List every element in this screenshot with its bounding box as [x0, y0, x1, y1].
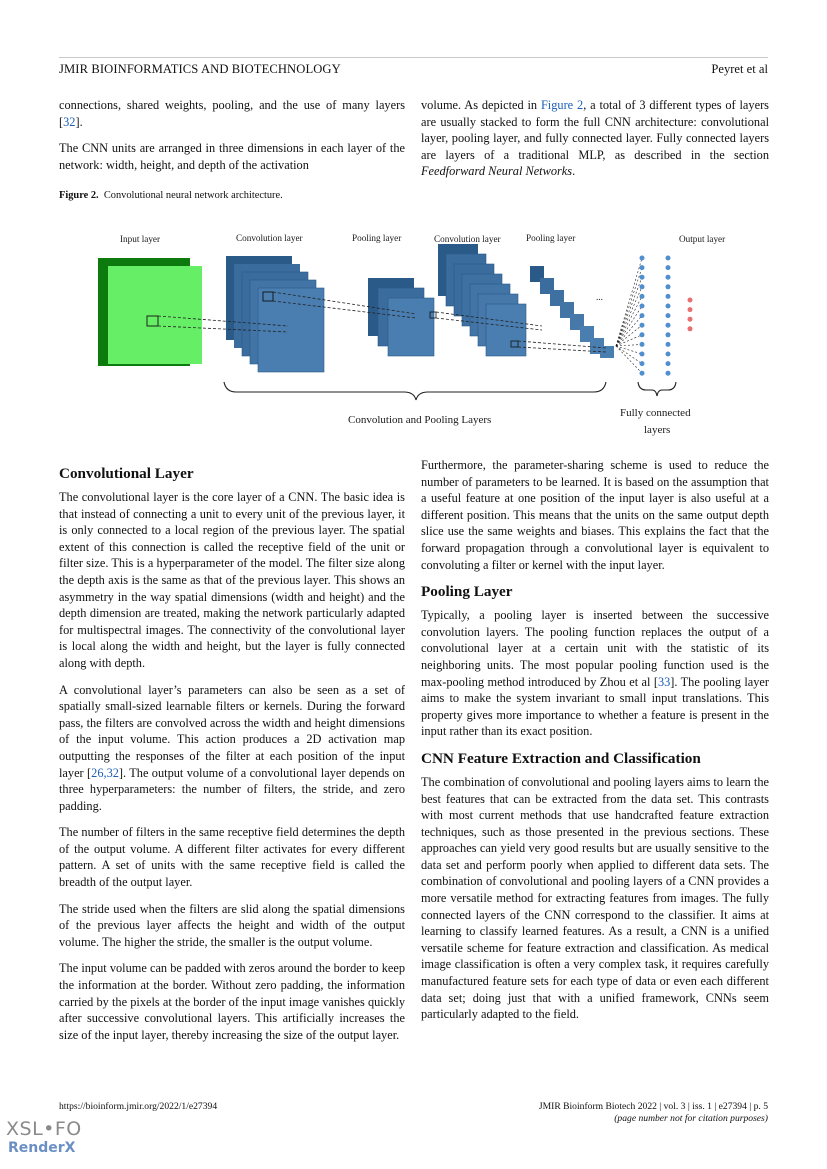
journal-title: JMIR BIOINFORMATICS AND BIOTECHNOLOGY [59, 62, 341, 76]
conv-layer-2-label: Convolution layer [434, 234, 501, 244]
header-rule [59, 57, 768, 58]
feature-map [600, 346, 614, 358]
paragraph: Typically, a pooling layer is inserted between the successive convolution layers. The pooling function replaces the output of a convolutional layer at a certain unit with the statistic of its neighboring units. The most popular pooling function used is the max-pooling method introduced by Zhou et al [33]. The pooling layer aims to make the system invariant to small input translations. This property gives more importance to whether a feature is present in the input rather than its exact position. [421, 608, 769, 739]
paragraph: The number of filters in the same receptive field determines the depth of the output volume. A different filter activates for every different pattern. A set of units with the same receptive field is called the breadth of the output layer. [59, 825, 405, 890]
citation-link[interactable]: 33 [657, 674, 671, 689]
feature-map [388, 298, 434, 356]
paragraph: The input volume can be padded with zeros around the border to keep the information at the border. Without zero padding, the information carried by the pixels at the border of the input image vanishes quickly after successive convolutional layers. This artificially increases the size of the input layer, thereby increasing the size of the output layer. [59, 961, 405, 1042]
conv-layer-1-stack [226, 256, 324, 372]
neuron-node [666, 342, 671, 347]
section-heading: Convolutional Layer [59, 465, 194, 482]
paragraph: The stride used when the filters are slid along the spatial dimensions of the previous layer affects the height and width of the output volume. The higher the stride, the smaller is the output volume. [59, 901, 405, 949]
header-authors: Peyret et al [711, 62, 768, 76]
paragraph: volume. As depicted in Figure 2, a total of 3 different types of layers are usually stacked to form the full CNN architecture: convolutional layer, pooling layer, and fully connected layer. Fully connected layers are layers of a traditional MLP, as described in the section Feedforward Neural Networks. [421, 98, 769, 179]
paragraph: The combination of convolutional and pooling layers aims to learn the best features that can be extracted from the data set. This contrasts with most current methods that use handcrafted feature extraction techniques, such as those presented in the previous sections. These approaches can yield very good results but are usually sensitive to the data set and perform poorly when applied to different data sets. The combination of convolutional and pooling layers of a CNN provides a more versatile method for extracting features from images. The fully connected layers of the CNN correspond to the classifier. It aims at learning to classify learned features. As a result, a CNN is a unified versatile scheme for feature extraction and classification. As medical image classification is often a very complex task, it requires carefully manufactured feature sets for each type of data or even each different data set; doing just that with a unified framework, CNNs seem particularly adapted to the field. [421, 774, 769, 1022]
conv-pool-brace [224, 382, 606, 400]
neuron-node [666, 313, 671, 318]
section-reference: Feedforward Neural Networks [421, 164, 573, 179]
conv-layer-1-label: Convolution layer [236, 233, 303, 243]
neuron-node [666, 352, 671, 357]
neuron-node [640, 294, 645, 299]
neuron-node [666, 275, 671, 280]
cnn-architecture-figure [86, 222, 746, 442]
column-left-bottom [59, 465, 405, 1053]
neuron-node [640, 371, 645, 376]
neuron-node [640, 313, 645, 318]
footer-citation [539, 1101, 768, 1125]
fc-line [616, 335, 642, 346]
neuron-node [640, 342, 645, 347]
neuron-node [640, 361, 645, 366]
neuron-node [640, 275, 645, 280]
pool-layer-1-label: Pooling layer [352, 233, 402, 243]
article-url[interactable]: https://bioinform.jmir.org/2022/1/e27394 [59, 1101, 218, 1112]
neuron-node [640, 332, 645, 337]
fc-line [616, 258, 642, 346]
watermark-line1: XSL•FO [6, 1118, 82, 1140]
citation-link[interactable]: 26,32 [91, 765, 119, 780]
fc-line [616, 325, 642, 346]
neuron-node [640, 256, 645, 261]
fc-fan-lines [616, 258, 642, 373]
input-layer-label: Input layer [120, 234, 161, 244]
neuron-node [666, 332, 671, 337]
neuron-node [666, 256, 671, 261]
fc-line [616, 268, 642, 346]
section-heading: CNN Feature Extraction and Classification [421, 749, 701, 767]
neuron-node [688, 307, 693, 312]
pool-layer-2-label: Pooling layer [526, 233, 576, 243]
neuron-node [640, 323, 645, 328]
citation-note: (page number not for citation purposes) [614, 1113, 768, 1124]
citation-link[interactable]: 32 [63, 114, 76, 129]
citation-line: JMIR Bioinform Biotech 2022 | vol. 3 | iss. 1 | e27394 | p. 5 [538, 1101, 768, 1112]
neuron-node [640, 284, 645, 289]
neuron-node [688, 326, 693, 331]
neuron-node [688, 317, 693, 322]
neuron-node [666, 323, 671, 328]
neuron-node [666, 265, 671, 270]
figure-caption: Figure 2. Convolutional neural network architecture. [59, 190, 283, 201]
neuron-node [666, 284, 671, 289]
column-right-bottom [421, 457, 769, 1033]
fc-line [616, 316, 642, 346]
fc-label-line2: layers [644, 424, 671, 436]
column-right-top [421, 97, 769, 190]
conv-layer-2-stack [438, 244, 526, 356]
neuron-node [666, 294, 671, 299]
conv-pool-label: Convolution and Pooling Layers [348, 414, 492, 426]
neuron-node [666, 371, 671, 376]
feature-map [486, 304, 526, 356]
figure-link[interactable]: Figure 2 [540, 98, 584, 112]
fc-line [616, 287, 642, 346]
section-heading: Pooling Layer [421, 583, 513, 601]
pool-layer-2-stack [530, 266, 614, 358]
cnn-diagram [86, 222, 746, 442]
output-layer-label: Output layer [679, 234, 726, 244]
fc-brace [638, 382, 676, 396]
paragraph: A convolutional layer’s parameters can also be seen as a set of spatially small-sized learnable filters or kernels. During the forward pass, the filters are convolved across the width and height dimensions of the input volume. This action produces a 2D activation map outputting the responses of the filter at each position of the input layer [26,32]. The output volume of a convolutional layer depends on three hyperparameters: the number of filters, the stride, and zero padding. [59, 682, 405, 813]
paragraph: The convolutional layer is the core layer of a CNN. The basic idea is that instead of connecting a unit to every unit of the previous layer, it is only connected to a local region of the previous layer. The spatial extent of this connection is called the receptive field of the unit or filter size. This is a hyperparameter of the model. The filter size along the depth axis is the same as that of the previous layer. This shows an asymmetry in the way spatial dimensions (width and height) and the depth dimension are treated, making the network particularly adapted for multispectral images. The connectivity of the convolutional layer is local along the width and height, but the layer is fully connected along with depth. [59, 490, 405, 670]
neuron-node [666, 361, 671, 366]
watermark-line2: RenderX [8, 1140, 76, 1156]
column-left-top [59, 97, 405, 183]
neuron-node [640, 352, 645, 357]
neuron-node [640, 265, 645, 270]
fc-line [616, 296, 642, 346]
ellipsis: ... [596, 292, 603, 302]
neuron-node [666, 304, 671, 309]
neuron-node [640, 304, 645, 309]
neuron-node [688, 298, 693, 303]
output-nodes [688, 298, 693, 332]
fc-label-line1: Fully connected [620, 407, 691, 419]
fc-line [616, 346, 642, 364]
fc-column-2 [666, 256, 671, 376]
xslfo-watermark [6, 1118, 82, 1156]
paragraph: Furthermore, the parameter-sharing scheme is used to reduce the number of parameters to be learned. It is based on the assumption that a useful feature at one position of the input layer is also useful at a different position. This means that the units on the same output depth slice use the same weights and biases. This explains the fact that the forward propagation through a convolutional layer is equivalent to convoluting a filter or kernel with the input layer. [421, 458, 769, 572]
input-layer-front [108, 266, 202, 364]
paragraph: The CNN units are arranged in three dimensions in each layer of the network: width, height, and depth of the activation [59, 141, 405, 172]
paragraph: connections, shared weights, pooling, and the use of many layers [32]. [59, 98, 405, 129]
pool-layer-1-stack [368, 278, 436, 356]
